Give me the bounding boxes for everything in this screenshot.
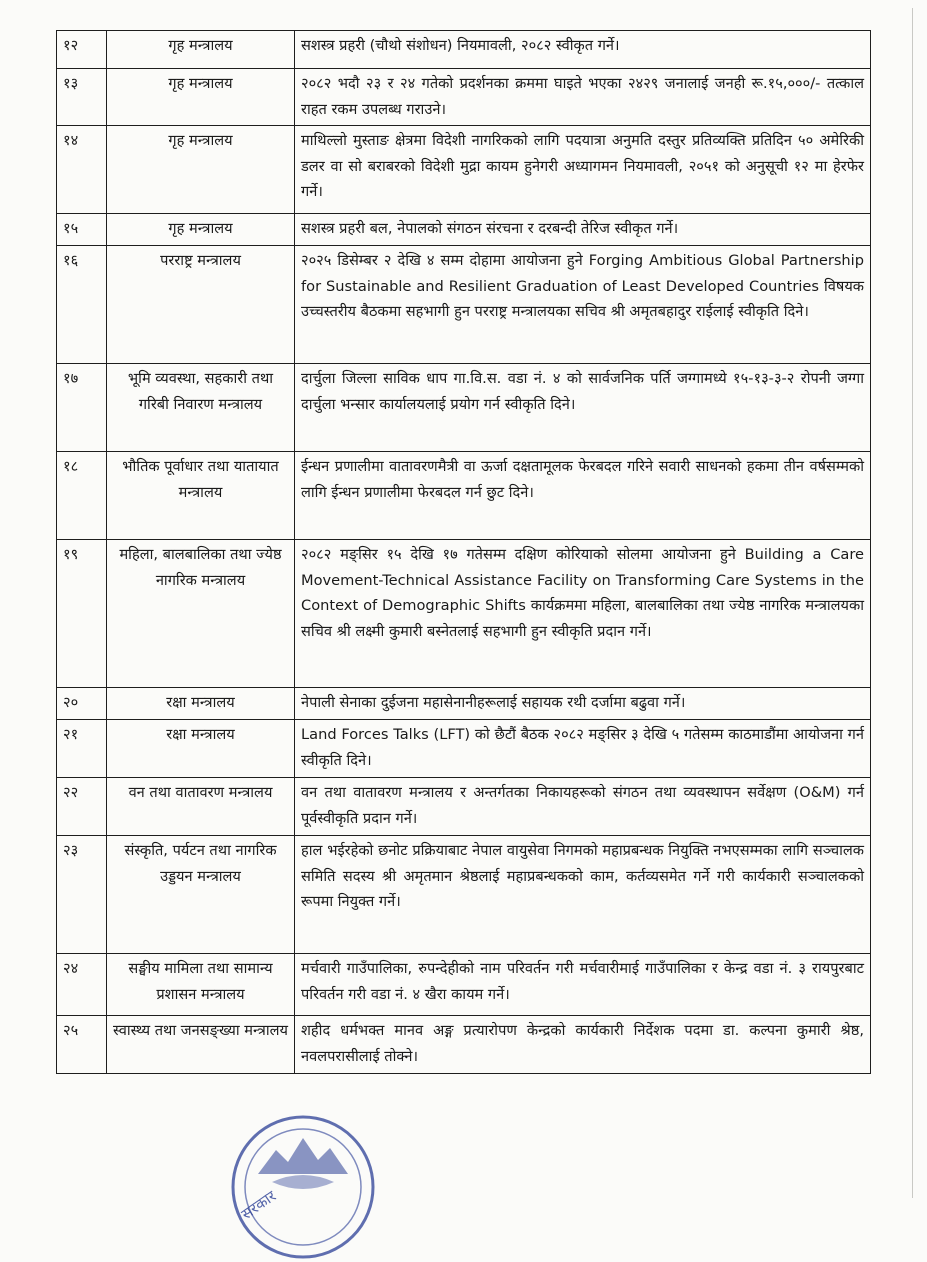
row-number: २१ (57, 720, 107, 778)
ministry-name: गृह मन्त्रालय (107, 214, 295, 246)
ministry-name: स्वास्थ्य तथा जनसङ्ख्या मन्त्रालय (107, 1016, 295, 1074)
table-row (57, 688, 871, 720)
table-row (57, 452, 871, 540)
decision-text: वन तथा वातावरण मन्त्रालय र अन्तर्गतका निकायहरूको संगठन तथा व्यवस्थापन सर्वेक्षण (O&M) गर्न पूर्वस्वीकृति प्रदान गर्ने। (295, 778, 871, 836)
row-number: २४ (57, 954, 107, 1016)
decision-text: मर्चवारी गाउँपालिका, रुपन्देहीको नाम परिवर्तन गरी मर्चवारीमाई गाउँपालिका र केन्द्र वडा नं. ३ रायपुरबाट परिवर्तन गरी वडा नं. ४ खैरा कायम गर्ने। (295, 954, 871, 1016)
row-number: १६ (57, 246, 107, 364)
table-row (57, 364, 871, 452)
decision-text: सशस्त्र प्रहरी (चौथो संशोधन) नियमावली, २०८२ स्वीकृत गर्ने। (295, 31, 871, 69)
decisions-table (56, 30, 871, 1074)
table-row (57, 126, 871, 214)
table-row (57, 69, 871, 126)
decision-text: शहीद धर्मभक्त मानव अङ्ग प्रत्यारोपण केन्द्रको कार्यकारी निर्देशक पदमा डा. कल्पना कुमारी श्रेष्ठ, नवलपरासीलाई तोक्ने। (295, 1016, 871, 1074)
table-row (57, 720, 871, 778)
decision-text: माथिल्लो मुस्ताङ क्षेत्रमा विदेशी नागरिकको लागि पदयात्रा अनुमति दस्तुर प्रतिव्यक्ति प्रतिदिन ५० अमेरिकी डलर वा सो बराबरको विदेशी मुद्रा कायम हुनेगरी अध्यागमन नियमावली, २०५१ को अनुसूची १२ मा हेरफेर गर्ने। (295, 126, 871, 214)
table-row (57, 954, 871, 1016)
row-number: २३ (57, 836, 107, 954)
decision-text: सशस्त्र प्रहरी बल, नेपालको संगठन संरचना र दरबन्दी तेरिज स्वीकृत गर्ने। (295, 214, 871, 246)
government-seal-icon (228, 1112, 378, 1262)
ministry-name: गृह मन्त्रालय (107, 31, 295, 69)
ministry-name: भूमि व्यवस्था, सहकारी तथा गरिबी निवारण मन्त्रालय (107, 364, 295, 452)
seal-text: सरकार (237, 1186, 280, 1224)
row-number: १४ (57, 126, 107, 214)
row-number: १२ (57, 31, 107, 69)
decision-text: २०८२ भदौ २३ र २४ गतेको प्रदर्शनका क्रममा घाइते भएका २४२९ जनालाई जनही रू.१५,०००/- तत्काल राहत रकम उपलब्ध गराउने। (295, 69, 871, 126)
ministry-name: गृह मन्त्रालय (107, 126, 295, 214)
table-row (57, 31, 871, 69)
decision-text: नेपाली सेनाका दुईजना महासेनानीहरूलाई सहायक रथी दर्जामा बढुवा गर्ने। (295, 688, 871, 720)
table-row (57, 778, 871, 836)
decision-text: २०२५ डिसेम्बर २ देखि ४ सम्म दोहामा आयोजना हुने Forging Ambitious Global Partnership for Sustainable and Resilient Graduation of Least Developed Countries विषयक उच्चस्तरीय बैठकमा सहभागी हुन परराष्ट्र मन्त्रालयका सचिव श्री अमृतबहादुर राईलाई स्वीकृति दिने। (295, 246, 871, 364)
decision-text: Land Forces Talks (LFT) को छैटौं बैठक २०८२ मङ्सिर ३ देखि ५ गतेसम्म काठमाडौंमा आयोजना गर्न स्वीकृति दिने। (295, 720, 871, 778)
row-number: १३ (57, 69, 107, 126)
row-number: १८ (57, 452, 107, 540)
row-number: २० (57, 688, 107, 720)
decision-text: ईन्धन प्रणालीमा वातावरणमैत्री वा ऊर्जा दक्षतामूलक फेरबदल गरिने सवारी साधनको हकमा तीन वर्षसम्मको लागि ईन्धन प्रणालीमा फेरबदल गर्न छुट दिने। (295, 452, 871, 540)
ministry-name: वन तथा वातावरण मन्त्रालय (107, 778, 295, 836)
page-edge-shadow (912, 8, 913, 1198)
decision-text: दार्चुला जिल्ला साविक धाप गा.वि.स. वडा नं. ४ को सार्वजनिक पर्ति जग्गामध्ये १५-१३-३-२ रोपनी जग्गा दार्चुला भन्सार कार्यालयलाई प्रयोग गर्न स्वीकृति दिने। (295, 364, 871, 452)
table-row (57, 246, 871, 364)
row-number: २२ (57, 778, 107, 836)
ministry-name: संस्कृति, पर्यटन तथा नागरिक उड्डयन मन्त्रालय (107, 836, 295, 954)
row-number: १७ (57, 364, 107, 452)
decision-text: हाल भईरहेको छनोट प्रक्रियाबाट नेपाल वायुसेवा निगमको महाप्रबन्धक नियुक्ति नभएसम्मका लागि सञ्चालक समिति सदस्य श्री अमृतमान श्रेष्ठलाई महाप्रबन्धकको काम, कर्तव्यसमेत गर्ने गरी कार्यकारी सञ्चालकको रूपमा नियुक्त गर्ने। (295, 836, 871, 954)
table-row (57, 836, 871, 954)
table-row (57, 540, 871, 688)
ministry-name: परराष्ट्र मन्त्रालय (107, 246, 295, 364)
ministry-name: रक्षा मन्त्रालय (107, 688, 295, 720)
row-number: २५ (57, 1016, 107, 1074)
ministry-name: महिला, बालबालिका तथा ज्येष्ठ नागरिक मन्त्रालय (107, 540, 295, 688)
decision-text: २०८२ मङ्सिर १५ देखि १७ गतेसम्म दक्षिण कोरियाको सोलमा आयोजना हुने Building a Care Movement-Technical Assistance Facility on Transforming Care Systems in the Context of Demographic Shifts कार्यक्रममा महिला, बालबालिका तथा ज्येष्ठ नागरिक मन्त्रालयका सचिव श्री लक्ष्मी कुमारी बस्नेतलाई सहभागी हुन स्वीकृति प्रदान गर्ने। (295, 540, 871, 688)
table-row (57, 214, 871, 246)
ministry-name: भौतिक पूर्वाधार तथा यातायात मन्त्रालय (107, 452, 295, 540)
table-row (57, 1016, 871, 1074)
row-number: १५ (57, 214, 107, 246)
ministry-name: गृह मन्त्रालय (107, 69, 295, 126)
ministry-name: रक्षा मन्त्रालय (107, 720, 295, 778)
row-number: १९ (57, 540, 107, 688)
ministry-name: सङ्घीय मामिला तथा सामान्य प्रशासन मन्त्रालय (107, 954, 295, 1016)
